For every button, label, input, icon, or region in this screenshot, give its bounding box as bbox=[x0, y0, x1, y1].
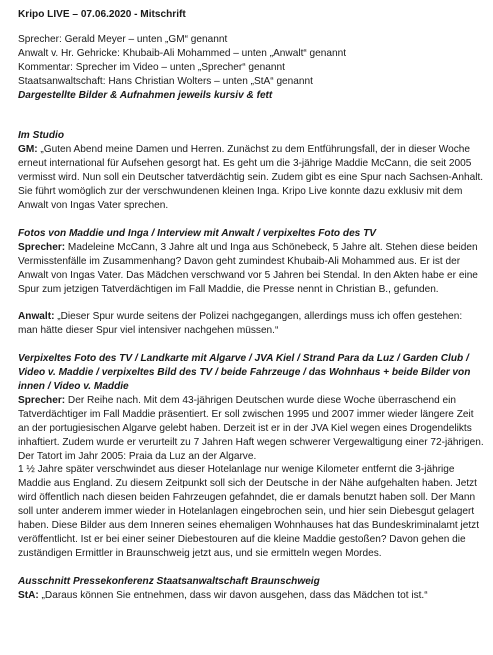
document-page bbox=[18, 8, 484, 603]
paragraph-speaker-2 bbox=[18, 394, 484, 464]
paragraph-text: „Daraus können Sie entnehmen, dass wir davon ausgehen, dass das Mädchen tot ist.“ bbox=[38, 589, 428, 601]
section-heading-press: Ausschnitt Pressekonferenz Staatsanwaltschaft Braunschweig bbox=[18, 575, 320, 587]
paragraph-prosecutor bbox=[18, 589, 484, 603]
paragraph-text: Der Reihe nach. Mit dem 43-jährigen Deutschen wurde diese Woche überraschend ein Tatverdächtiger im Fall Maddie präsentiert. Er soll zwischen 1995 und 2007 immer wieder längere Zeit an der portugiesischen Algarve gelebt haben. Derzeit ist er in der JVA Kiel wegen eines Drogendelikts inhaftiert. Zudem wurde er verurteilt zu 7 Jahren Haft wegen schwerer Vergewaltigung einer 72-jährigen. Der Tatort im Jahr 2005: Praia da Luz an der Algarve. bbox=[18, 394, 484, 462]
paragraph-text: „Dieser Spur wurde seitens der Polizei nachgegangen, allerdings muss ich offen gestehen: man hätte dieser Spur viel intensiver nachgehen müssen.“ bbox=[18, 311, 463, 337]
spacer bbox=[18, 561, 484, 575]
paragraph-speaker-2-cont: 1 ½ Jahre später verschwindet aus dieser Hotelanlage nur wenige Kilometer entfernt die 3-jährige Maddie aus England. Zu diesem Zeitpunkt soll sich der Deutsche in der Nähe aufgehalten haben. Jetzt wird öffentlich nach diesen beiden Fahrzeugen gefahndet, die er damals benutzt haben soll. Der Mann soll unter anderem immer wieder in Hotelanlagen eingebrochen sein, und hier sein Diebesgut gelagert haben. Diese Bilder aus dem Inneren seines ehemaligen Wohnhauses hat das Bundeskriminalamt jetzt veröffentlicht. Ist er bei einer seiner Diebestouren auf die kleine Maddie gestoßen? Davon gehen die zuständigen Ermittler in Braunschweig jetzt aus, und sie ermitteln wegen Mordes. bbox=[18, 464, 480, 559]
speaker-label: Sprecher: bbox=[18, 394, 66, 406]
section-heading-photos: Fotos von Maddie und Inga / Interview mit Anwalt / verpixeltes Foto des TV bbox=[18, 227, 377, 239]
section-heading-images: Verpixeltes Foto des TV / Landkarte mit Algarve / JVA Kiel / Strand Para da Luz / Garden Club / Video v. Maddie / verpixeltes Bild des TV / beide Fahrzeuge / das Wohnhaus + beide Bilder von innen / Video v. Maddie bbox=[18, 353, 471, 393]
document-title: Kripo LIVE – 07.06.2020 - Mitschrift bbox=[18, 9, 186, 20]
spacer bbox=[18, 296, 484, 310]
intro-note: Dargestellte Bilder & Aufnahmen jeweils kursiv & fett bbox=[18, 89, 273, 101]
paragraph-speaker-1 bbox=[18, 241, 484, 297]
paragraph-gm bbox=[18, 143, 484, 213]
spacer bbox=[18, 102, 484, 129]
paragraph-lawyer bbox=[18, 310, 484, 338]
intro-line-commentary: Kommentar: Sprecher im Video – unten „Sprecher“ genannt bbox=[18, 61, 285, 73]
speaker-label: GM: bbox=[18, 144, 38, 156]
paragraph-text: „Guten Abend meine Damen und Herren. Zunächst zu dem Entführungsfall, der in dieser Woche erneut international für Aufsehen gesorgt hat. Es geht um die 3-jährige Maddie McCann, die seit 2005 vermisst wird. Nun soll ein Deutscher tatverdächtig sein. Zudem gibt es eine Spur nach Sachsen-Anhalt. Sie führt womöglich zur der verschwundenen kleinen Inga. Kripo Live konnte dazu exklusiv mit dem Anwalt von Ingas Vater sprechen. bbox=[18, 144, 484, 211]
spacer bbox=[18, 338, 484, 352]
speaker-label: StA: bbox=[18, 589, 39, 601]
speaker-label: Sprecher: bbox=[18, 241, 66, 253]
paragraph-text: Madeleine McCann, 3 Jahre alt und Inga aus Schönebeck, 5 Jahre alt. Stehen diese beiden Vermisstenfälle im Zusammenhang? Davon geht zumindest Khubaib-Ali Mohammed aus. Er ist der Anwalt von Ingas Vater. Das Mädchen verschwand vor 5 Jahren bei Stendal. In den Akten habe er eine Spur zum jetzigen Tatverdächtigen im Fall Maddie, die Presse nennt in Christian B., gefunden. bbox=[18, 241, 478, 295]
spacer bbox=[18, 213, 484, 227]
intro-line-speaker: Sprecher: Gerald Meyer – unten „GM“ genannt bbox=[18, 33, 228, 45]
speaker-label: Anwalt: bbox=[18, 311, 55, 323]
intro-line-lawyer: Anwalt v. Hr. Gehricke: Khubaib-Ali Mohammed – unten „Anwalt“ genannt bbox=[18, 47, 347, 59]
section-heading-studio: Im Studio bbox=[18, 130, 64, 142]
intro-line-prosecutor: Staatsanwaltschaft: Hans Christian Wolters – unten „StA“ genannt bbox=[18, 75, 313, 87]
